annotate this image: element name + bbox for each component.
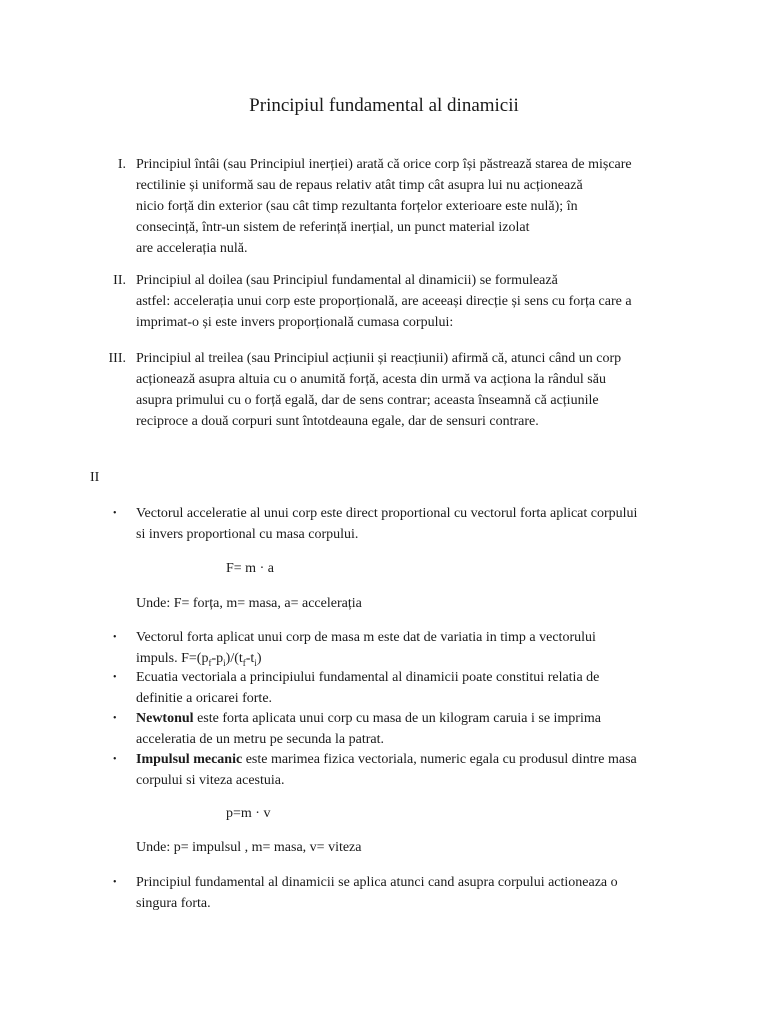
text-line: astfel: accelerația unui corp este proporțională, are aceeași direcție și sens cu forța care a	[136, 294, 632, 309]
subscript: i	[223, 657, 226, 668]
text-line: reciproce a două corpuri sunt întotdeauna egale, dar de sensuri contrare.	[136, 414, 539, 429]
formula-impulse: p=m · v	[226, 806, 271, 821]
bullet-text	[136, 667, 686, 709]
bullet-icon: •	[113, 632, 117, 643]
bullet-text	[136, 749, 686, 791]
text-line: acceleratia de un metru pe secunda la patrat.	[136, 732, 384, 747]
formula-legend: Unde: p= impulsul , m= masa, v= viteza	[136, 840, 362, 855]
text-line: si invers proportional cu masa corpului.	[136, 527, 359, 542]
bullet-icon: •	[113, 508, 117, 519]
bold-term: Newtonul	[136, 711, 194, 726]
principle-text	[136, 270, 676, 333]
formula-part: -p	[211, 651, 224, 666]
formula-part: -t	[245, 651, 255, 666]
text-line: are accelerația nulă.	[136, 241, 248, 256]
text-line: nicio forță din exterior (sau cât timp rezultanta forțelor exterioare este nulă); în	[136, 199, 578, 214]
formula-legend: Unde: F= forța, m= masa, a= accelerația	[136, 596, 362, 611]
text-line: acționează asupra altuia cu o anumită forță, acesta din urmă va acționa la rândul său	[136, 372, 606, 387]
formula-force: F= m · a	[226, 561, 274, 576]
text-fragment: este forta aplicata unui corp cu masa de un kilogram caruia i se imprima	[193, 711, 601, 726]
principle-number: II.	[113, 273, 126, 288]
text-line: Principiul al treilea (sau Principiul acțiunii și reacțiunii) afirmă că, atunci când un corp	[136, 351, 622, 366]
subscript: f	[242, 657, 246, 668]
text-line: Principiul întâi (sau Principiul inerției) arată că orice corp își păstrează starea de mișcare	[136, 157, 632, 172]
bullet-text	[136, 708, 686, 750]
formula-part: )	[256, 651, 262, 666]
bullet-icon: •	[113, 713, 117, 724]
subscript: i	[254, 657, 257, 668]
text-line: imprimat-o și este invers proporțională cumasa corpului:	[136, 315, 454, 330]
text-line: consecință, într-un sistem de referință inerțial, un punct material izolat	[136, 220, 530, 235]
text-line	[136, 708, 686, 729]
text-line: corpului si viteza acestuia.	[136, 773, 285, 788]
bullet-icon: •	[113, 672, 117, 683]
text-line: Vectorul forta aplicat unui corp de masa m este dat de variatia in timp a vectorului	[136, 630, 596, 645]
text-line: definitie a oricarei forte.	[136, 691, 273, 706]
text-line: Principiul fundamental al dinamicii se aplica atunci cand asupra corpului actioneaza o	[136, 875, 618, 890]
text-line: Principiul al doilea (sau Principiul fundamental al dinamicii) se formulează	[136, 273, 558, 288]
principle-number: III.	[108, 351, 126, 366]
subscript: f	[208, 657, 212, 668]
formula-part: impuls. F=(p	[136, 651, 209, 666]
text-line: singura forta.	[136, 896, 211, 911]
text-line: Ecuatia vectoriala a principiului fundamental al dinamicii poate constitui relatia de	[136, 670, 600, 685]
principle-text	[136, 154, 676, 259]
text-line: Vectorul acceleratie al unui corp este direct proportional cu vectorul forta aplicat corpului	[136, 506, 638, 521]
bullet-text	[136, 627, 686, 669]
text-line: rectilinie și uniformă sau de repaus relativ atât timp cât asupra lui nu acționează	[136, 178, 583, 193]
formula-part: )/(t	[225, 651, 243, 666]
page-title: Principiul fundamental al dinamicii	[249, 95, 519, 116]
bullet-text	[136, 872, 686, 914]
bullet-icon: •	[113, 754, 117, 765]
section-label: II	[90, 470, 100, 485]
bullet-text	[136, 503, 686, 545]
text-line: asupra primului cu o forță egală, dar de sens contrar; aceasta înseamnă că acțiunile	[136, 393, 599, 408]
impulse-formula-line	[136, 648, 686, 669]
bullet-icon: •	[113, 877, 117, 888]
bold-term: Impulsul mecanic	[136, 752, 243, 767]
text-fragment: este marimea fizica vectoriala, numeric egala cu produsul dintre masa	[242, 752, 637, 767]
text-line	[136, 749, 686, 770]
principle-number: I.	[117, 157, 126, 172]
principle-text	[136, 348, 676, 432]
